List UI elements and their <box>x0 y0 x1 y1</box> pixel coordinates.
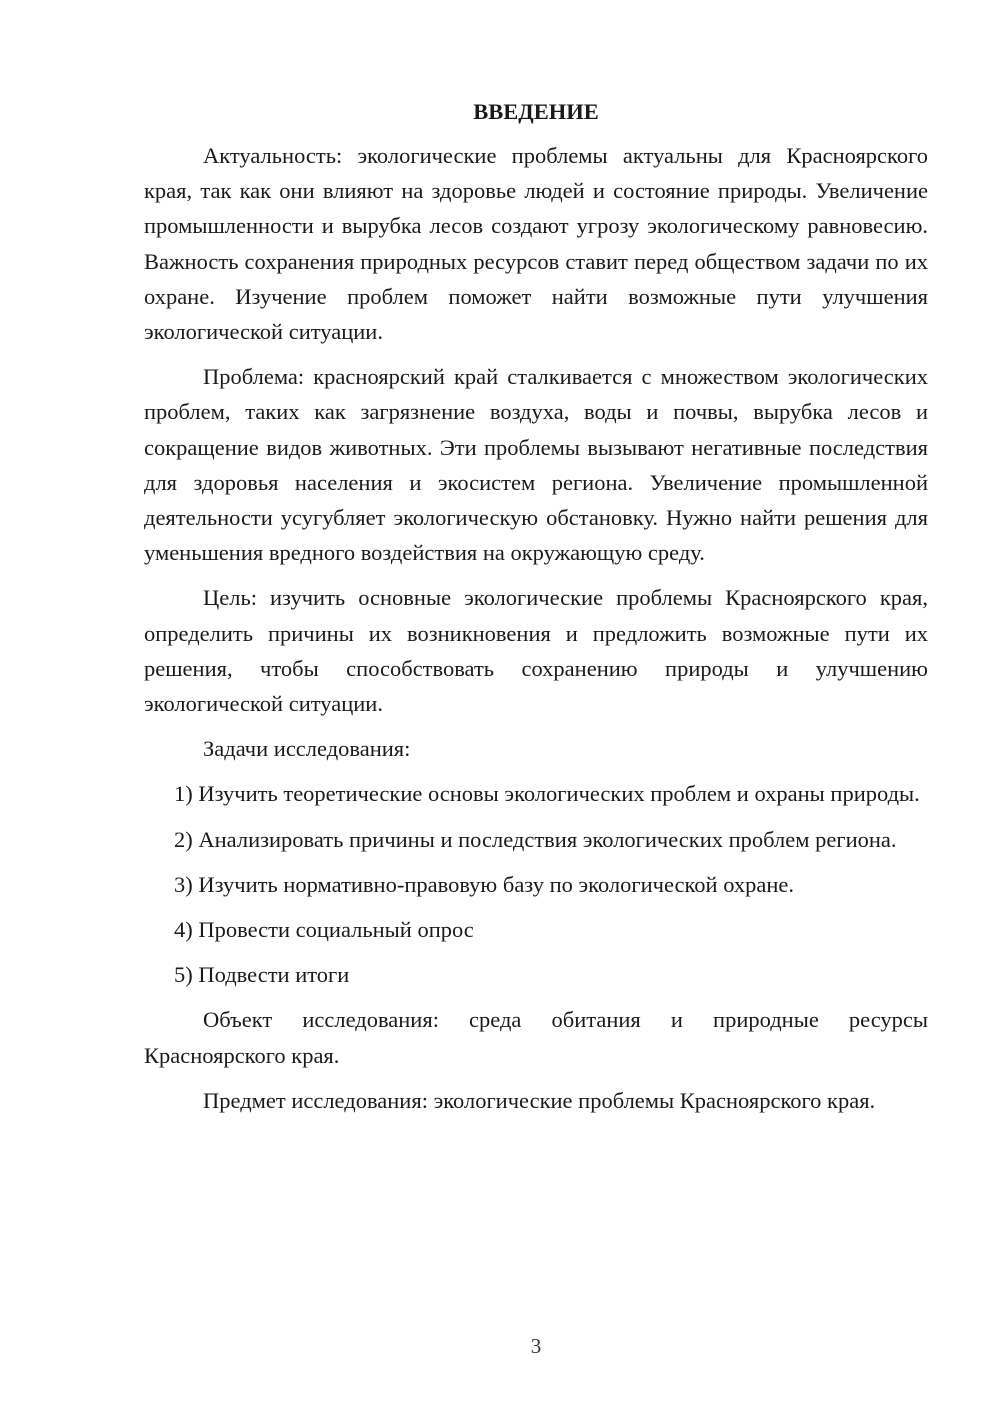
task-item: 3) Изучить нормативно-правовую базу по экологической охране. <box>174 871 795 897</box>
relevance-paragraph: Актуальность: экологические проблемы актуальны для Красноярского края, так как они влияют на здоровье людей и состояние природы. Увеличение промышленности и вырубка лесов создают угрозу экологическому равновесию. Важность сохранения природных ресурсов ставит перед обществом задачи по их охране. Изучение проблем поможет найти возможные пути улучшения экологической ситуации. <box>144 143 928 345</box>
section-heading: ВВЕДЕНИЕ <box>473 99 599 124</box>
task-item: 4) Провести социальный опрос <box>174 917 474 943</box>
page-number: 3 <box>530 1334 542 1358</box>
problem-paragraph: Проблема: красноярский край сталкивается с множеством экологических проблем, таких как загрязнение воздуха, воды и почвы, вырубка лесов и сокращение видов животных. Эти проблемы вызывают негативные последствия для здоровья населения и экосистем региона. Увеличение промышленной деятельности усугубляет экологическую обстановку. Нужно найти решения для уменьшения вредного воздействия на окружающую среду. <box>144 364 928 566</box>
task-item: 5) Подвести итоги <box>174 962 350 988</box>
page-content <box>144 94 928 1128</box>
object-paragraph: Объект исследования: среда обитания и природные ресурсы Красноярского края. <box>144 1007 928 1068</box>
goal-paragraph: Цель: изучить основные экологические проблемы Красноярского края, определить причины их возникновения и предложить возможные пути их решения, чтобы способствовать сохранению природы и улучшению экологической ситуации. <box>144 585 928 717</box>
task-item: 2) Анализировать причины и последствия экологических проблем региона. <box>174 826 897 852</box>
tasks-heading: Задачи исследования: <box>203 736 411 762</box>
task-item: 1) Изучить теоретические основы экологических проблем и охраны природы. <box>174 781 920 807</box>
subject-paragraph: Предмет исследования: экологические проблемы Красноярского края. <box>203 1087 876 1113</box>
